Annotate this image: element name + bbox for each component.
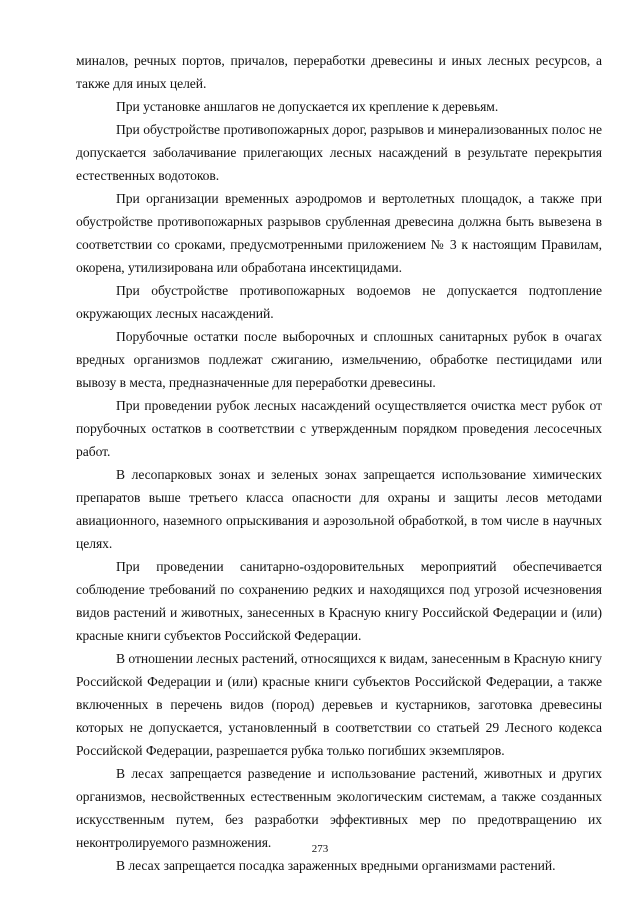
page-number: 273	[311, 843, 329, 855]
paragraph-8: В лесопарковых зонах и зеленых зонах запрещается использование химических препаратов выше третьего класса опасности для охраны и защиты лесов методами авиационного, наземного опрыскивания и аэрозольной обработкой, в том числе в научных целях.	[76, 467, 602, 551]
paragraph-3: При обустройстве противопожарных дорог, разрывов и минерализованных полос не допускается заболачивание прилегающих лесных насаждений в результате перекрытия естественных водотоков.	[76, 122, 602, 183]
paragraph-11: В лесах запрещается разведение и использование растений, животных и других организмов, несвойственных естественным экологическим системам, а также созданных искусственным путем, без разработки эффективных мер по предотвращению их неконтролируемого размножения.	[76, 766, 602, 850]
paragraph-7: При проведении рубок лесных насаждений осуществляется очистка мест рубок от порубочных остатков в соответствии с утвержденным порядком проведения лесосечных работ.	[76, 398, 602, 459]
paragraph-1: миналов, речных портов, причалов, переработки древесины и иных лесных ресурсов, а также для иных целей.	[76, 53, 602, 91]
paragraph-10: В отношении лесных растений, относящихся к видам, занесенным в Красную книгу Российской Федерации и (или) красные книги субъектов Российской Федерации, а также включенных в перечень видов (пород) деревьев и кустарников, заготовка древесины которых не допускается, установленный в соответствии со статьей 29 Лесного кодекса Российской Федерации, разрешается рубка только погибших экземпляров.	[76, 651, 602, 758]
paragraph-9: При проведении санитарно-оздоровительных мероприятий обеспечивается соблюдение требований по сохранению редких и находящихся под угрозой исчезновения видов растений и животных, занесенных в Красную книгу Российской Федерации и (или) красные книги субъектов Российской Федерации.	[76, 559, 602, 643]
paragraph-6: Порубочные остатки после выборочных и сплошных санитарных рубок в очагах вредных организмов подлежат сжиганию, измельчению, обработке пестицидами или вывозу в места, предназначенные для переработки древесины.	[76, 329, 602, 390]
body-text	[76, 49, 602, 877]
paragraph-4: При организации временных аэродромов и вертолетных площадок, а также при обустройстве противопожарных разрывов срубленная древесина должна быть вывезена в соответствии со сроками, предусмотренными приложением № 3 к настоящим Правилам, окорена, утилизирована или обработана инсектицидами.	[76, 191, 602, 275]
paragraph-12: В лесах запрещается посадка зараженных вредными организмами растений.	[116, 858, 556, 873]
paragraph-2: При установке аншлагов не допускается их крепление к деревьям.	[116, 99, 499, 114]
paragraph-5: При обустройстве противопожарных водоемов не допускается подтопление окружающих лесных насаждений.	[76, 283, 602, 321]
